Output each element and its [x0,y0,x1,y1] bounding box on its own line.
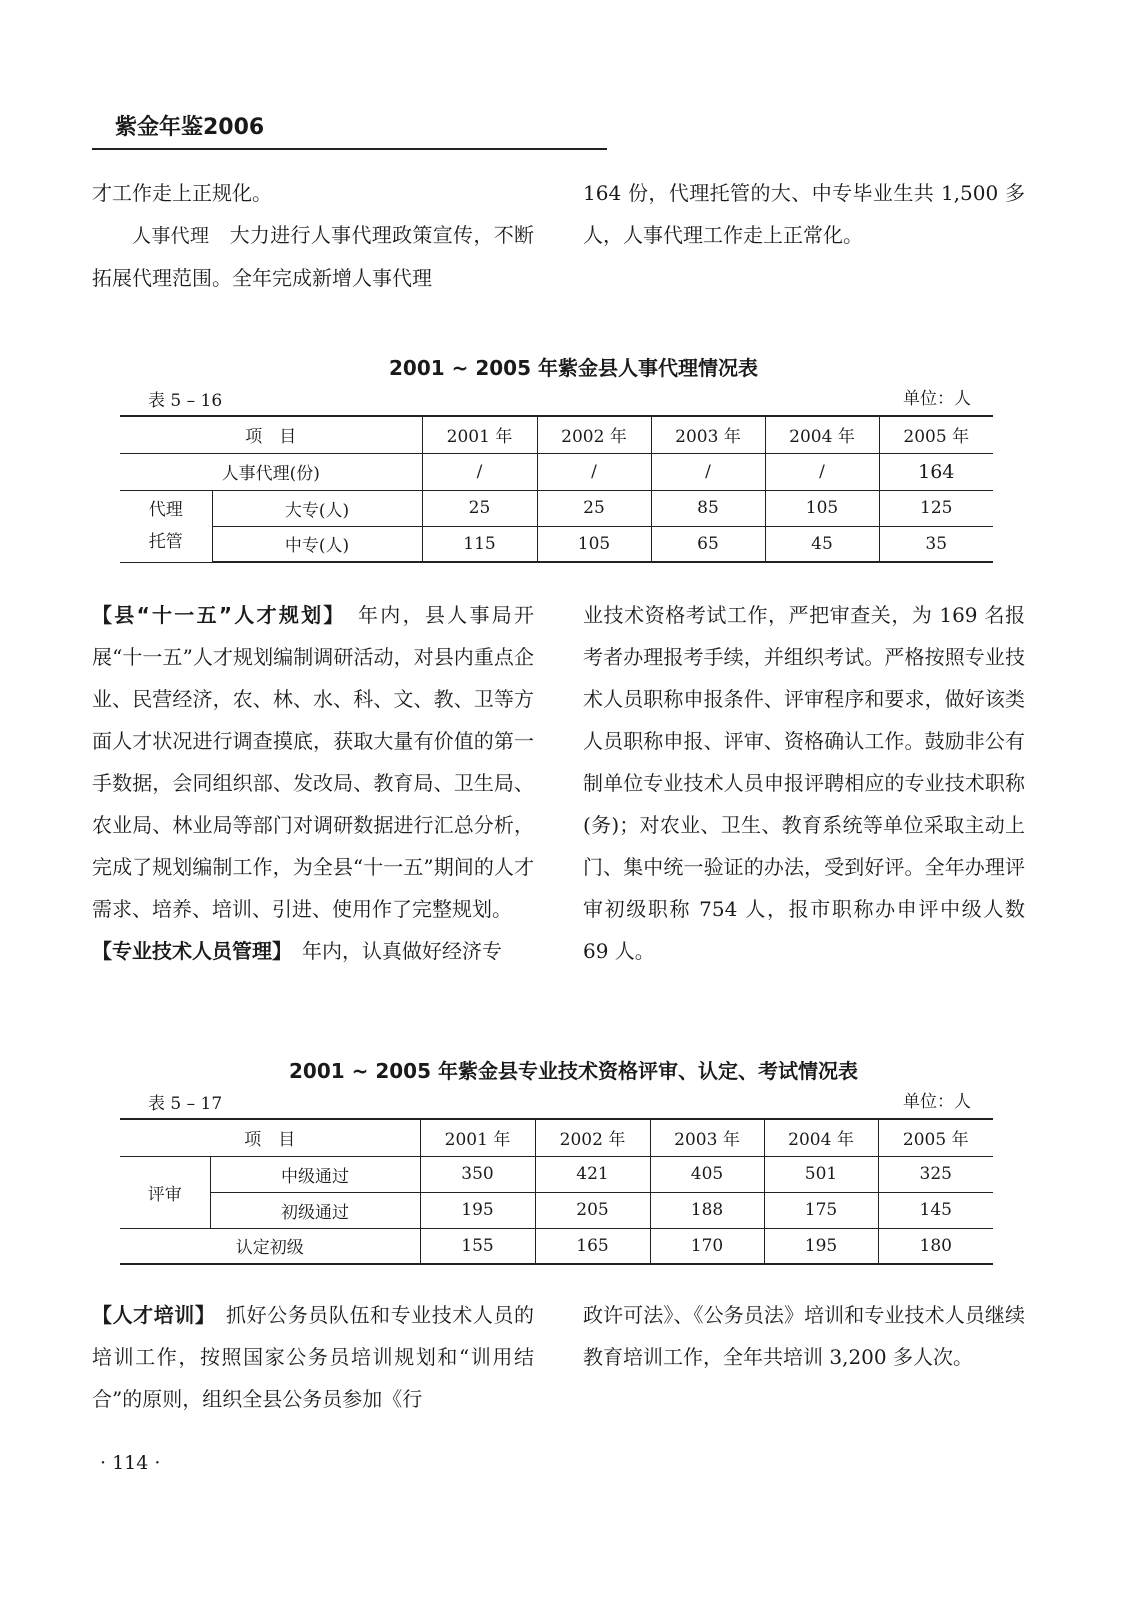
paragraph [92,930,534,972]
header-cell: 2002 年 [537,416,651,453]
table1-number: 表 5 – 16 [148,391,223,411]
header-cell: 2004 年 [765,416,879,453]
paragraph-text: 抓好公务员队伍和专业技术人员的培训工作，按照国家公务员培训规划和“训用结合”的原则，组织全县公务员参加《行 [92,1303,535,1411]
cell: 125 [879,490,993,526]
header-cell: 2001 年 [422,416,537,453]
table2 [120,1118,993,1265]
section-tag: 【人才培训】 [92,1303,206,1327]
cell: / [765,453,879,490]
cell: 421 [535,1156,650,1192]
row-label: 初级通过 [210,1192,420,1228]
running-header: 紫金年鉴2006 [115,115,265,140]
cell: 35 [879,526,993,562]
cell: 205 [535,1192,650,1228]
header-cell: 2005 年 [878,1119,993,1156]
cell: 164 [879,453,993,490]
table2-title: 2001 ~ 2005 年紫金县专业技术资格评审、认定、考试情况表 [289,1059,858,1083]
cell: 115 [422,526,537,562]
cell: 25 [537,490,651,526]
section-a-right-column [583,172,1025,256]
cell: 45 [765,526,879,562]
header-cell: 2002 年 [535,1119,650,1156]
cell: 195 [420,1192,535,1228]
table-row [120,490,993,526]
section-c-left-column [92,1294,534,1420]
row-label: 认定初级 [120,1228,420,1264]
cell: 25 [422,490,537,526]
table-row [120,1192,993,1228]
cell: 350 [420,1156,535,1192]
row-label: 中专(人) [212,526,422,562]
row-label: 中级通过 [210,1156,420,1192]
cell: 85 [651,490,765,526]
run-in-heading: 人事代理 [132,225,210,247]
cell: 105 [537,526,651,562]
cell: / [537,453,651,490]
cell: / [422,453,537,490]
cell: 105 [765,490,879,526]
header-cell: 2003 年 [651,416,765,453]
cell: 170 [650,1228,764,1264]
group-label-cell [120,490,212,562]
cell: / [651,453,765,490]
table-row [120,1228,993,1264]
table-row [120,1156,993,1192]
cell: 180 [878,1228,993,1264]
cell: 195 [764,1228,878,1264]
paragraph: 才工作走上正规化。 [92,181,272,205]
section-c-right-column [583,1294,1025,1378]
paragraph: 业技术资格考试工作，严把审查关，为 169 名报考者办理报考手续，并组织考试。严格按照专业技术人员职称申报条件、评审程序和要求，做好该类人员职称申报、评审、资格确认工作。鼓励非公有制单位专业技术人员申报评聘相应的专业技术职称(务)；对农业、卫生、教育系统等单位采取主动上门、集中统一验证的办法，受到好评。全年办理评审初级职称 754 人，报市职称办申评中级人数 69 人。 [583,603,1025,963]
group-label-line: 托管 [148,532,183,552]
header-cell: 2005 年 [879,416,993,453]
paragraph-text: 年内，认真做好经济专 [302,939,502,963]
section-a-left-column [92,172,534,299]
cell: 175 [764,1192,878,1228]
header-cell: 项 目 [120,416,422,453]
section-tag: 【县“十一五”人才规划】 [92,603,336,627]
header-rule [92,148,607,150]
table2-unit: 单位：人 [903,1092,971,1112]
row-label: 大专(人) [212,490,422,526]
paragraph-text: 大力进行人事代理政策宣传，不断拓展代理范围。全年完成新增人事代理 [92,223,535,290]
table-row [120,526,993,562]
table-header-row [120,1119,993,1156]
row-label: 人事代理(份) [120,453,422,490]
cell: 188 [650,1192,764,1228]
cell: 325 [878,1156,993,1192]
header-cell: 2003 年 [650,1119,764,1156]
group-label-line: 代理 [148,500,183,520]
header-cell: 2001 年 [420,1119,535,1156]
table1-title: 2001 ~ 2005 年紫金县人事代理情况表 [389,356,758,380]
section-tag: 【专业技术人员管理】 [92,939,282,963]
cell: 501 [764,1156,878,1192]
page-number: · 114 · [100,1452,161,1474]
table-row [120,453,993,490]
section-b-right-column [583,594,1025,972]
table-header-row [120,416,993,453]
table1 [120,415,993,563]
header-cell: 项 目 [120,1119,420,1156]
paragraph-text: 年内，县人事局开展“十一五”人才规划编制调研活动，对县内重点企业、民营经济，农、林、水、科、文、教、卫等方面人才状况进行调查摸底，获取大量有价值的第一手数据，会同组织部、发改局、教育局、卫生局、农业局、林业局等部门对调研数据进行汇总分析，完成了规划编制工作，为全县“十一五”期间的人才需求、培养、培训、引进、使用作了完整规划。 [92,603,535,921]
paragraph [92,1294,534,1420]
header-cell: 2004 年 [764,1119,878,1156]
table1-unit: 单位：人 [903,389,971,409]
group-label-cell: 评审 [120,1156,210,1228]
cell: 405 [650,1156,764,1192]
table2-number: 表 5 – 17 [148,1094,223,1114]
paragraph [92,214,534,299]
paragraph: 164 份，代理托管的大、中专毕业生共 1,500 多人，人事代理工作走上正常化。 [583,181,1025,247]
paragraph [92,594,534,930]
cell: 165 [535,1228,650,1264]
cell: 145 [878,1192,993,1228]
cell: 65 [651,526,765,562]
cell: 155 [420,1228,535,1264]
section-b-left-column [92,594,534,972]
paragraph: 政许可法》、《公务员法》培训和专业技术人员继续教育培训工作，全年共培训 3,200 多人次。 [583,1303,1025,1369]
